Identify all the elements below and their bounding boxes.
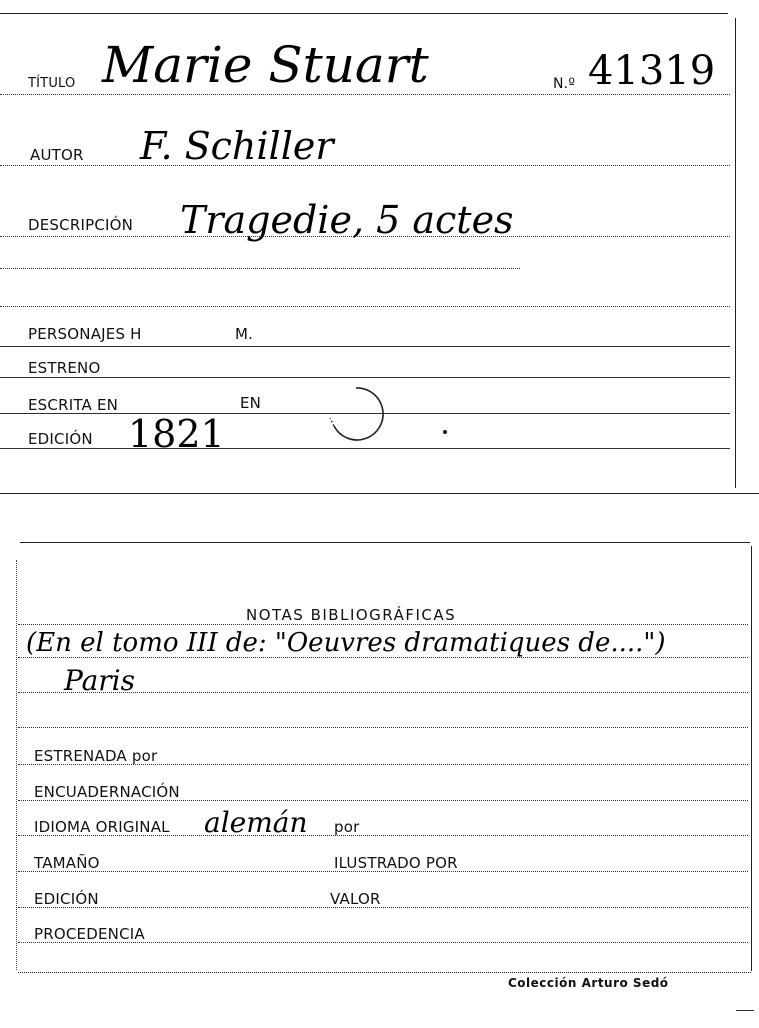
coleccion-credit: Colección Arturo Sedó [508,976,669,990]
autor-label: AUTOR [30,146,84,164]
titulo-value: Marie Stuart [102,36,429,94]
estreno-line [0,377,730,378]
edicion-back-line [18,907,748,908]
tamano-line [18,871,748,872]
ilustrado-label: ILUSTRADO POR [334,854,458,872]
encuadernacion-label: ENCUADERNACIÓN [34,783,180,801]
punch-hole-icon [322,380,392,450]
estreno-label: ESTRENO [28,359,101,377]
estrenada-line [18,764,748,765]
notas-title: NOTAS BIBLIOGRÁFICAS [246,606,457,624]
corner-mark [736,1010,754,1011]
card-back-bottom-border [18,972,751,973]
numero-label: N.º [553,76,576,92]
idioma-value: alemán [204,806,308,839]
valor-label: VALOR [330,890,381,908]
titulo-label: TÍTULO [28,76,76,91]
notas-line-3 [18,727,748,728]
back-edicion-label: EDICIÓN [34,890,99,908]
procedencia-line [18,942,748,943]
card-back-right-border [751,546,752,971]
descripcion-line [0,236,730,237]
descripcion-line-3 [0,306,730,307]
card-back-left-border [16,560,17,970]
edicion-line [0,448,730,449]
estrenada-label: ESTRENADA por [34,747,158,765]
notas-line1: (En el tomo III de: "Oeuvres dramatiques de....") [26,628,666,658]
notas-line2: Paris [64,664,135,697]
autor-line [0,165,730,166]
personajes-line [0,346,730,347]
personajes-label: PERSONAJES H [28,325,142,343]
por-label: por [334,818,360,836]
descripcion-line-2 [0,268,520,269]
ink-dot [443,430,447,434]
card-bottom-border [0,493,759,494]
notas-line-0 [18,624,748,625]
idioma-label: IDIOMA ORIGINAL [34,818,170,836]
descripcion-value: Tragedie, 5 actes [180,198,514,242]
encuadernacion-line [18,800,748,801]
autor-value: F. Schiller [140,124,334,168]
titulo-line [0,94,730,95]
personajes-m-label: M. [235,325,254,343]
descripcion-label: DESCRIPCIÓN [28,216,134,234]
numero-value: 41319 [588,48,716,94]
procedencia-label: PROCEDENCIA [34,925,145,943]
card-top-border [0,13,728,14]
edicion-label: EDICIÓN [28,430,93,448]
card-back-top-border [20,542,750,543]
notas-line-1 [18,657,748,658]
edicion-value: 1821 [128,412,225,456]
en-label: EN [240,394,262,412]
card-right-border [735,18,736,488]
notas-line-2 [18,692,748,693]
idioma-line [18,835,748,836]
tamano-label: TAMAÑO [34,854,100,872]
escrita-label: ESCRITA EN [28,396,119,414]
